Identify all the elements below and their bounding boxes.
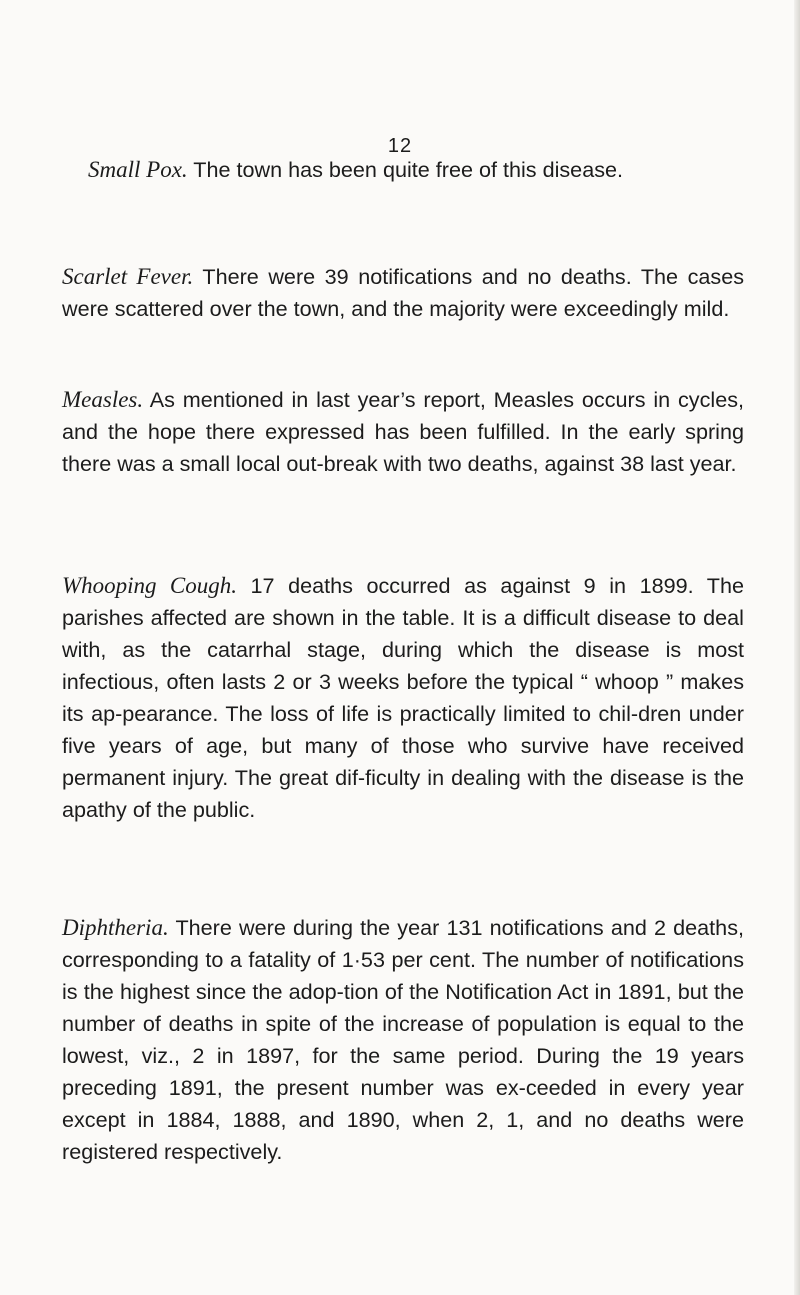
paragraph-small-pox <box>88 154 770 186</box>
text-diphtheria: There were during the year 131 notifications and 2 deaths, corresponding to a fatality of 1·53 per cent. The number of notifications is the highest since the adop-tion of the Notification Act in 1891, but the number of deaths in spite of the increase of population is equal to the lowest, viz., 2 in 1897, for the same period. During the 19 years preceding 1891, the present number was ex-ceeded in every year except in 1884, 1888, and 1890, when 2, 1, and no deaths were registered respectively. <box>62 915 744 1164</box>
heading-measles: Measles. <box>62 387 144 412</box>
heading-diphtheria: Diphtheria. <box>62 915 169 940</box>
paragraph-scarlet-fever <box>62 261 744 325</box>
heading-small-pox: Small Pox. <box>88 157 188 182</box>
page-edge-shadow <box>794 0 800 1295</box>
page-number: 12 <box>387 135 413 157</box>
text-small-pox: The town has been quite free of this disease. <box>187 157 624 182</box>
paragraph-measles <box>62 384 744 480</box>
heading-scarlet-fever: Scarlet Fever. <box>62 264 194 289</box>
heading-whooping-cough: Whooping Cough. <box>62 573 237 598</box>
text-scarlet-fever: There were 39 notifications and no deaths. The cases were scattered over the town, and the majority were exceedingly mild. <box>62 264 744 321</box>
paragraph-diphtheria <box>62 912 744 1168</box>
text-whooping-cough: 17 deaths occurred as against 9 in 1899. The parishes affected are shown in the table. It is a difficult disease to deal with, as the catarrhal stage, during which the disease is most infectious, often lasts 2 or 3 weeks before the typical “ whoop ” makes its ap-pearance. The loss of life is practically limited to chil-dren under five years of age, but many of those who survive have received permanent injury. The great dif-ficulty in dealing with the disease is the apathy of the public. <box>62 573 744 822</box>
paragraph-whooping-cough <box>62 570 744 826</box>
text-measles: As mentioned in last year’s report, Measles occurs in cycles, and the hope there expressed has been fulfilled. In the early spring there was a small local out-break with two deaths, against 38 last year. <box>62 387 744 476</box>
